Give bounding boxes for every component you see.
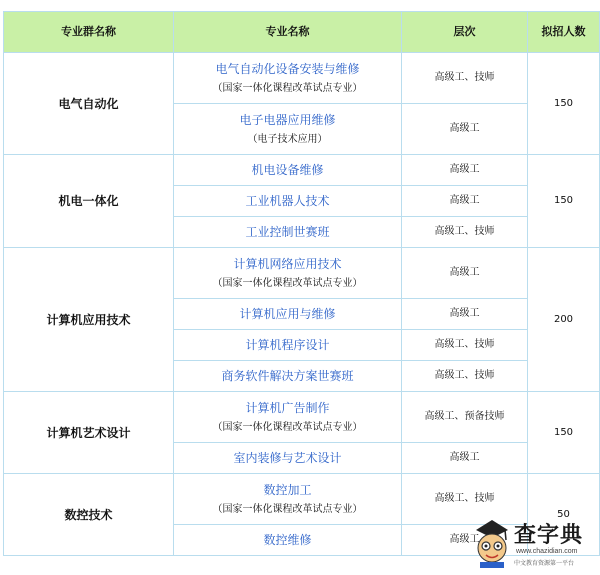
major-link[interactable]: 电子电器应用维修 bbox=[239, 113, 336, 127]
major-link[interactable]: 计算机应用与维修 bbox=[239, 307, 336, 321]
major-cell bbox=[174, 104, 402, 155]
major-link[interactable]: 计算机程序设计 bbox=[245, 338, 330, 352]
major-cell bbox=[174, 443, 402, 474]
group-name-cell: 机电一体化 bbox=[4, 155, 174, 248]
major-note: （国家一体化课程改革试点专业） bbox=[212, 422, 363, 433]
table-row bbox=[4, 53, 600, 104]
major-link[interactable]: 商务软件解决方案世赛班 bbox=[221, 369, 354, 383]
level-cell: 高级工 bbox=[402, 525, 528, 556]
major-cell bbox=[174, 330, 402, 361]
header-group: 专业群名称 bbox=[4, 12, 174, 53]
table-body bbox=[4, 53, 600, 556]
major-note: （电子技术应用） bbox=[247, 134, 328, 145]
group-name-cell: 计算机应用技术 bbox=[4, 248, 174, 392]
major-cell bbox=[174, 155, 402, 186]
level-cell: 高级工、技师 bbox=[402, 53, 528, 104]
enrollment-table bbox=[3, 11, 600, 556]
table-row bbox=[4, 248, 600, 299]
major-cell bbox=[174, 392, 402, 443]
group-name-cell: 数控技术 bbox=[4, 474, 174, 556]
level-cell: 高级工 bbox=[402, 248, 528, 299]
major-cell bbox=[174, 248, 402, 299]
major-note: （国家一体化课程改革试点专业） bbox=[212, 278, 363, 289]
header-major: 专业名称 bbox=[174, 12, 402, 53]
major-link[interactable]: 计算机网络应用技术 bbox=[233, 257, 342, 271]
level-cell: 高级工 bbox=[402, 299, 528, 330]
mascot-icon bbox=[472, 516, 512, 568]
group-name-cell: 计算机艺术设计 bbox=[4, 392, 174, 474]
major-cell bbox=[174, 525, 402, 556]
plan-count-cell: 150 bbox=[528, 53, 600, 155]
major-cell bbox=[174, 361, 402, 392]
level-cell: 高级工 bbox=[402, 443, 528, 474]
plan-count-cell: 50 bbox=[528, 474, 600, 556]
table-row bbox=[4, 155, 600, 186]
level-cell: 高级工、技师 bbox=[402, 361, 528, 392]
logo-tagline: 中文教育资源第一平台 bbox=[514, 560, 575, 567]
group-name-cell: 电气自动化 bbox=[4, 53, 174, 155]
header-level: 层次 bbox=[402, 12, 528, 53]
major-cell bbox=[174, 53, 402, 104]
major-link[interactable]: 工业控制世赛班 bbox=[245, 225, 330, 239]
level-cell: 高级工、技师 bbox=[402, 217, 528, 248]
table-header bbox=[4, 12, 600, 53]
plan-count-cell: 150 bbox=[528, 155, 600, 248]
level-cell: 高级工 bbox=[402, 155, 528, 186]
major-cell bbox=[174, 299, 402, 330]
chazidian-logo bbox=[470, 512, 598, 572]
level-cell: 高级工、技师 bbox=[402, 330, 528, 361]
major-cell bbox=[174, 186, 402, 217]
major-link[interactable]: 计算机广告制作 bbox=[245, 401, 330, 415]
plan-count-cell: 200 bbox=[528, 248, 600, 392]
major-link[interactable]: 数控维修 bbox=[263, 533, 312, 547]
plan-count-cell: 150 bbox=[528, 392, 600, 474]
level-cell: 高级工 bbox=[402, 104, 528, 155]
header-plan: 拟招人数 bbox=[528, 12, 600, 53]
major-link[interactable]: 室内装修与艺术设计 bbox=[233, 451, 342, 465]
table-row bbox=[4, 392, 600, 443]
major-cell bbox=[174, 217, 402, 248]
level-cell: 高级工、预备技师 bbox=[402, 392, 528, 443]
logo-domain: www.chazidian.com bbox=[516, 548, 578, 555]
logo-title: 查字典 bbox=[514, 523, 584, 548]
level-cell: 高级工、技师 bbox=[402, 474, 528, 525]
major-note: （国家一体化课程改革试点专业） bbox=[212, 83, 363, 94]
major-link[interactable]: 机电设备维修 bbox=[251, 163, 324, 177]
level-cell: 高级工 bbox=[402, 186, 528, 217]
major-cell bbox=[174, 474, 402, 525]
major-link[interactable]: 工业机器人技术 bbox=[245, 194, 330, 208]
major-link[interactable]: 电气自动化设备安装与维修 bbox=[215, 62, 360, 76]
major-note: （国家一体化课程改革试点专业） bbox=[212, 504, 363, 515]
major-link[interactable]: 数控加工 bbox=[263, 483, 312, 497]
